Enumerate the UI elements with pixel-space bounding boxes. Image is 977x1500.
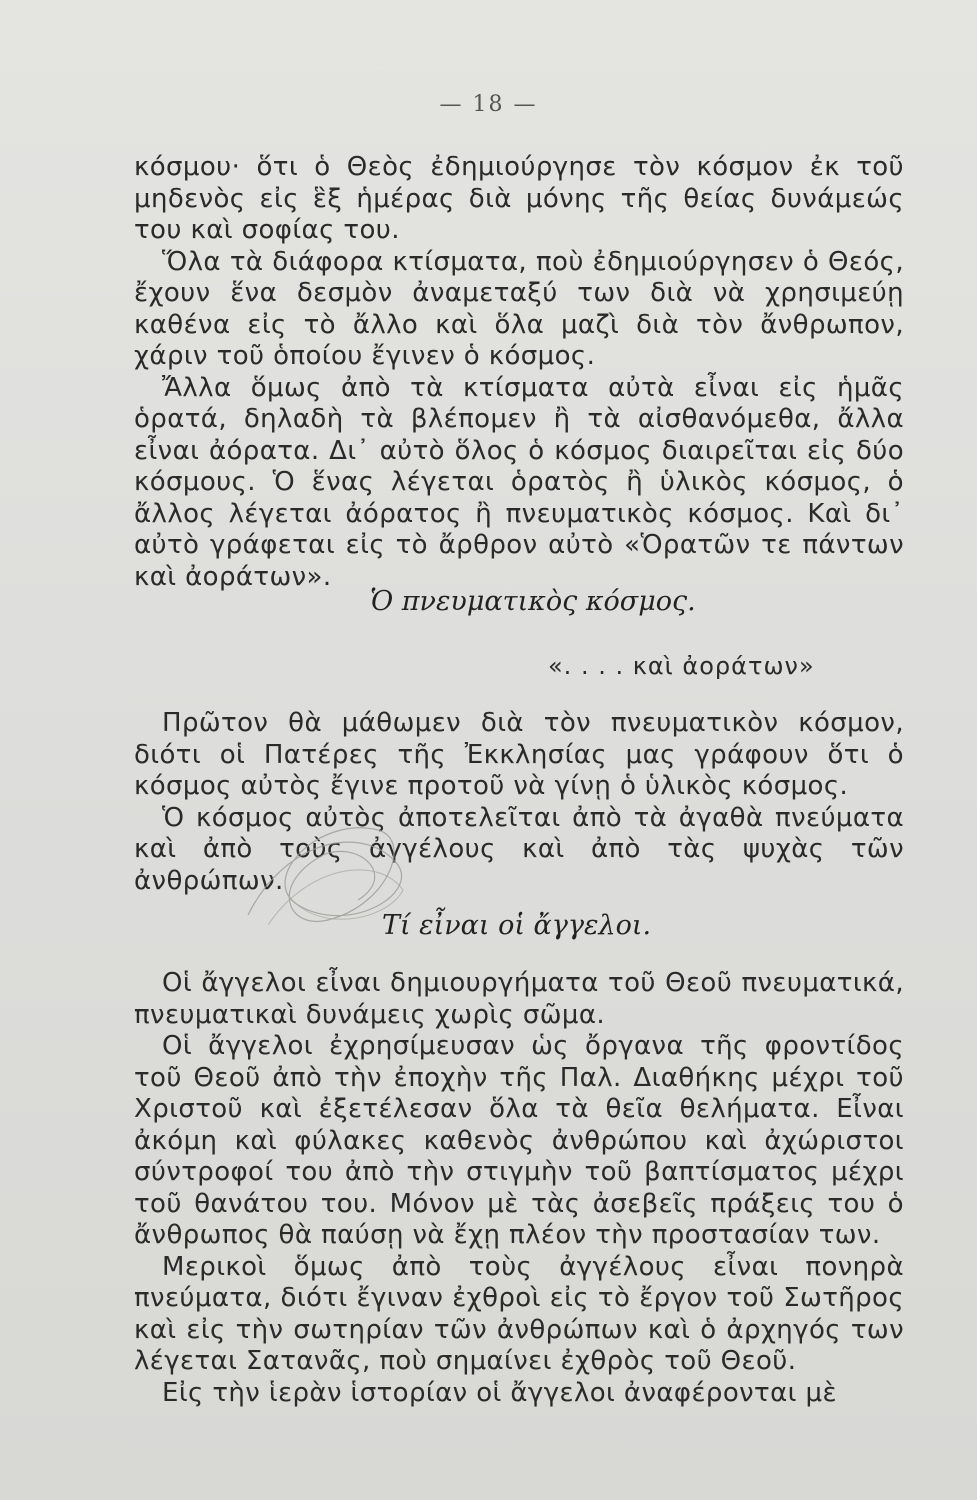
paragraph: Οἱ ἄγγελοι εἶναι δημιουργήματα τοῦ Θεοῦ πνευματικά, πνευματικαὶ δυνάμεις χωρὶς σῶμα. xyxy=(134,968,904,1030)
paragraph: Ἄλλα ὅμως ἀπὸ τὰ κτίσματα αὐτὰ εἶναι εἰς ἡμᾶς ὁρατά, δηλαδὴ τὰ βλέπομεν ἢ τὰ αἰσθανόμεθα, ἄλλα εἶναι ἀόρατα. Δι᾽ αὐτὸ ὅλος ὁ κόσμος διαιρεῖται εἰς δύο κόσμους. Ὁ ἕνας λέγεται ὁρατὸς ἢ ὑλικὸς κόσμος, ὁ ἄλλος λέγεται ἀόρατος ἢ πνευματικὸς κόσμος. Καὶ δι᾽ αὐτὸ γράφεται εἰς τὸ ἄρθρον αὐτὸ «Ὁρατῶν τε πάντων καὶ ἀοράτων». xyxy=(134,372,904,592)
intro-text-block xyxy=(134,152,904,593)
paragraph: Μερικοὶ ὅμως ἀπὸ τοὺς ἀγγέλους εἶναι πονηρὰ πνεύματα, διότι ἔγιναν ἐχθροὶ εἰς τὸ ἔργον τοῦ Σωτῆρος καὶ εἰς τὴν σωτηρίαν τῶν ἀνθρώπων καὶ ὁ ἀρχηγός των λέγεται Σατανᾶς, ποὺ σημαίνει ἐχθρὸς τοῦ Θεοῦ. xyxy=(134,1251,904,1376)
angels-text-block xyxy=(134,968,904,1409)
page-number: — 18 — xyxy=(439,92,538,117)
paragraph: Ὁ κόσμος αὐτὸς ἀποτελεῖται ἀπὸ τὰ ἀγαθὰ πνεύματα καὶ ἀπὸ τοὺς ἀγγέλους καὶ ἀπὸ τὰς ψυχὰς τῶν ἀνθρώπων. xyxy=(134,802,904,896)
section-heading-spiritual-world: Ὁ πνευματικὸς κόσμος. xyxy=(370,586,696,617)
paragraph: Ὅλα τὰ διάφορα κτίσματα, ποὺ ἐδημιούργησεν ὁ Θεός, ἔχουν ἕνα δεσμὸν ἀναμεταξύ των διὰ νὰ χρησιμεύῃ καθένα εἰς τὸ ἄλλο καὶ ὅλα μαζὶ διὰ τὸν ἄνθρωπον, χάριν τοῦ ὁποίου ἔγινεν ὁ κόσμος. xyxy=(134,246,904,371)
epigraph-quote: «. . . . καὶ ἀοράτων» xyxy=(548,652,815,680)
paragraph: Οἱ ἄγγελοι ἐχρησίμευσαν ὡς ὄργανα τῆς φροντίδος τοῦ Θεοῦ ἀπὸ τὴν ἐποχὴν τῆς Παλ. Διαθήκης μέχρι τοῦ Χριστοῦ καὶ ἐξετέλεσαν ὅλα τὰ θεῖα θελήματα. Εἶναι ἀκόμη καὶ φύλακες καθενὸς ἀνθρώπου καὶ ἀχώριστοι σύντροφοί του ἀπὸ τὴν στιγμὴν τοῦ βαπτίσματος μέχρι τοῦ θανάτου του. Μόνον μὲ τὰς ἀσεβεῖς πράξεις του ὁ ἄνθρωπος θὰ παύσῃ νὰ ἔχῃ πλέον τὴν προστασίαν των. xyxy=(134,1031,904,1250)
paragraph: Πρῶτον θὰ μάθωμεν διὰ τὸν πνευματικὸν κόσμον, διότι οἱ Πατέρες τῆς Ἐκκλησίας μας γράφουν ὅτι ὁ κόσμος αὐτὸς ἔγινε προτοῦ νὰ γίνῃ ὁ ὑλικὸς κόσμος. xyxy=(134,708,904,801)
paragraph: κόσμου· ὅτι ὁ Θεὸς ἐδημιούργησε τὸν κόσμον ἐκ τοῦ μηδενὸς εἰς ἓξ ἡμέρας διὰ μόνης τῆς θείας δυνάμεώς του καὶ σοφίας του. xyxy=(134,152,904,245)
section-heading-angels: Τί εἶναι οἱ ἄγγελοι. xyxy=(382,910,652,941)
paragraph: Εἰς τὴν ἱερὰν ἱστορίαν οἱ ἄγγελοι ἀναφέρονται μὲ xyxy=(162,1377,837,1408)
